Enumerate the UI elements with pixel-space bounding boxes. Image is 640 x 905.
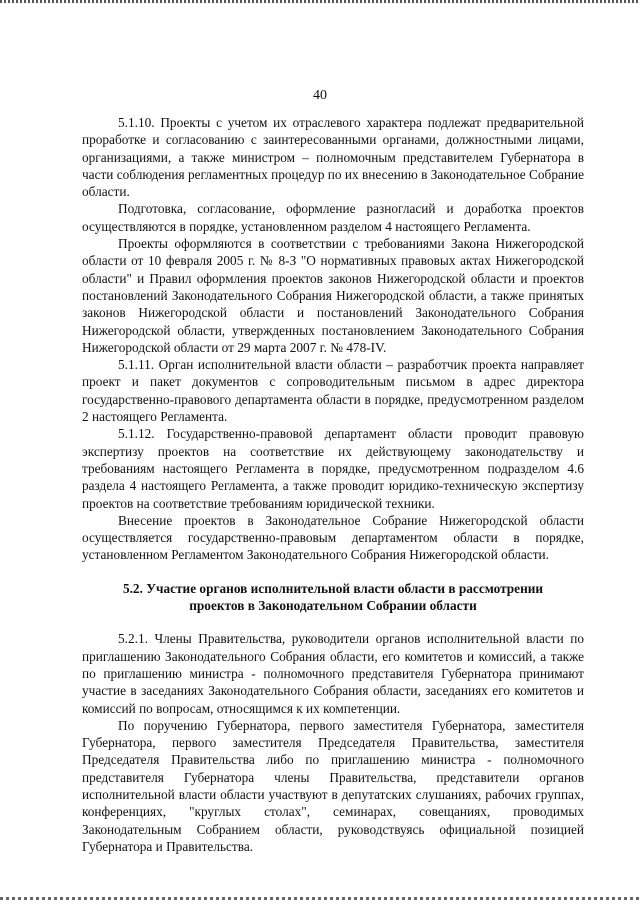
paragraph-preparation: Подготовка, согласование, оформление разногласий и доработка проектов осуществляются в порядке, установленном разделом 4 настоящего Регламента.: [82, 201, 584, 234]
paragraph-instructions: По поручению Губернатора, первого заместителя Губернатора, заместителя Губернатора, первого заместителя Председателя Правительства, заместителя Председателя Правительства либо по приглашению министра - полномочного представителя Губернатора члены Правительства, представители органов исполнительной власти области участвуют в депутатских слушаниях, рабочих группах, конференциях, "круглых столах", семинарах, совещаниях, проводимых Законодательным Собранием области, руководствуясь официальной позицией Губернатора и Правительства.: [82, 717, 584, 854]
paragraph-formatting: Проекты оформляются в соответствии с требованиями Закона Нижегородской области от 10 февраля 2005 г. № 8-З "О нормативных правовых актах Нижегородской области" и Правил оформления проектов законов Нижегородской области и проектов постановлений Законодательного Собрания Нижегородской области, а также принятых законов Нижегородской области и постановлений Законодательного Собрания Нижегородской области, утвержденных постановлением Законодательного Собрания Нижегородской области от 29 марта 2007 г. № 478-IV.: [82, 236, 584, 355]
section-heading: [82, 580, 584, 615]
paragraph-5-1-11: 5.1.11. Орган исполнительной власти области – разработчик проекта направляет проект и пакет документов с сопроводительным письмом в адрес директора государственно-правового департамента области в порядке, предусмотренном разделом 2 настоящего Регламента.: [82, 357, 584, 425]
page-number: 40: [313, 88, 327, 103]
scan-top-edge: [0, 0, 640, 3]
document-body: [82, 114, 584, 855]
paragraph-5-1-10: 5.1.10. Проекты с учетом их отраслевого характера подлежат предварительной проработке и согласованию с заинтересованными органами, должностными лицами, организациями, а также министром – полномочным представителем Губернатора в части соблюдения регламентных процедур по их внесению в Законодательное Собрание области.: [82, 115, 584, 200]
section-heading-line1: 5.2. Участие органов исполнительной власти области в рассмотрении: [122, 580, 544, 596]
scan-bottom-edge: [0, 897, 640, 900]
paragraph-5-2-1: 5.2.1. Члены Правительства, руководители органов исполнительной власти по приглашению Законодательного Собрания области, его комитетов и комиссий, а также по приглашению министра - полномочного представителя Губернатора принимают участие в заседаниях Законодательного Собрания области, заседаниях его комитетов и комиссий по вопросам, относящимся к их компетенции.: [82, 631, 584, 716]
paragraph-5-1-12: 5.1.12. Государственно-правовой департамент области проводит правовую экспертизу проектов на соответствие их действующему законодательству и требованиям настоящего Регламента в порядке, предусмотренном подразделом 4.6 раздела 4 настоящего Регламента, а также проводит юридико-техническую экспертизу проектов на соответствие требованиям юридической техники.: [82, 426, 584, 511]
section-heading-line2: проектов в Законодательном Собрании области: [189, 598, 477, 614]
paragraph-submission: Внесение проектов в Законодательное Собрание Нижегородской области осуществляется государственно-правовым департаментом области в порядке, установленном Регламентом Законодательного Собрания Нижегородской области.: [82, 512, 584, 563]
